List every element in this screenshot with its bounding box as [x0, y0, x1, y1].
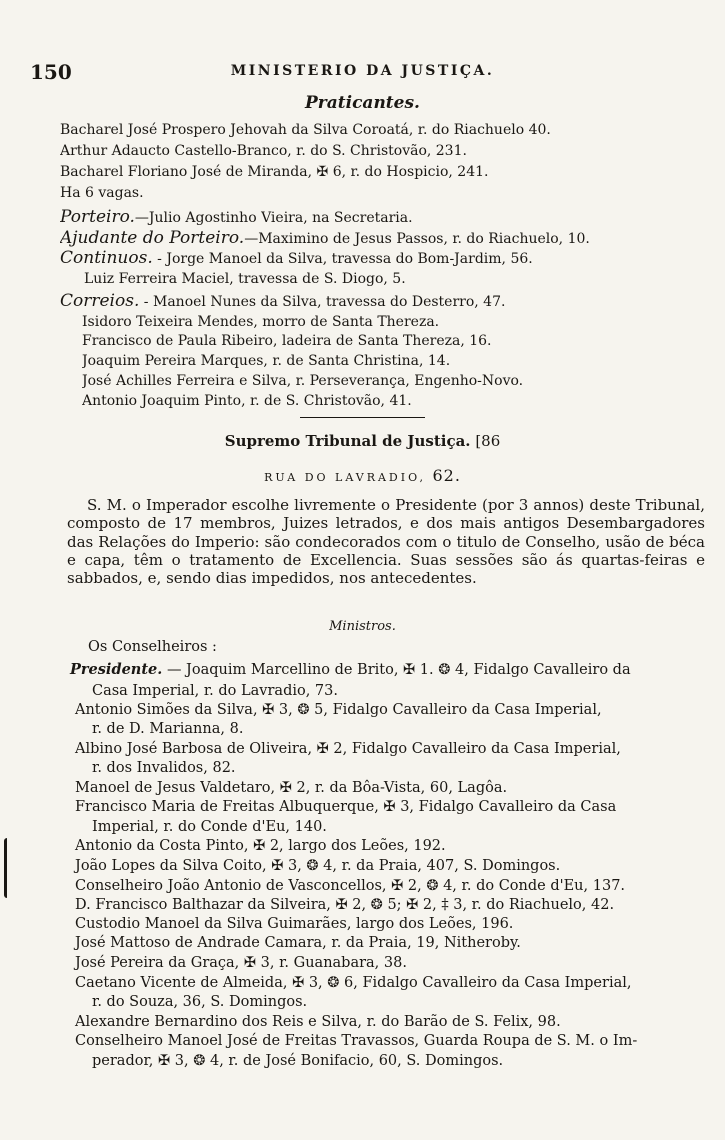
minister-line: r. do Souza, 36, S. Domingos. [92, 994, 308, 1010]
minister-line: Conselheiro Manoel José de Freitas Travassos, Guarda Roupa de S. M. o Im- [75, 1033, 638, 1049]
tribunal-title: Supremo Tribunal de Justiça. [224, 432, 471, 450]
minister-line: r. de D. Marianna, 8. [92, 721, 244, 737]
porteiro-label: Porteiro. [60, 208, 135, 227]
correio-entry: José Achilles Ferreira e Silva, r. Perseverança, Engenho-Novo. [82, 373, 524, 389]
minister-line: Francisco Maria de Freitas Albuquerque, ✠ 3, Fidalgo Cavalleiro da Casa [75, 799, 617, 815]
ministros-title: Ministros. [329, 619, 396, 634]
page-header [30, 60, 695, 82]
minister-line: r. dos Invalidos, 82. [92, 760, 236, 776]
praticante-entry: Ha 6 vagas. [60, 185, 144, 201]
correios-line [60, 292, 705, 311]
porteiro-text: —Julio Agostinho Vieira, na Secretaria. [134, 210, 413, 226]
presidente-label: Presidente. [70, 661, 163, 678]
correio-entry: Francisco de Paula Ribeiro, ladeira de Santa Thereza, 16. [82, 333, 492, 349]
ajudante-line [60, 229, 705, 248]
continuos-extra: Luiz Ferreira Maciel, travessa de S. Diogo, 5. [84, 271, 406, 287]
praticante-entry: Bacharel Floriano José de Miranda, ✠ 6, r. do Hospicio, 241. [60, 164, 489, 180]
porteiro-line [60, 208, 705, 227]
praticante-entry: Bacharel José Prospero Jehovah da Silva Coroatá, r. do Riachuelo 40. [60, 122, 551, 138]
minister-line: Custodio Manoel da Silva Guimarães, largo dos Leões, 196. [75, 916, 514, 932]
tribunal-ref: [86 [475, 432, 501, 450]
street-name: RUA DO LAVRADIO, [264, 471, 426, 484]
minister-line: Conselheiro João Antonio de Vasconcellos, ✠ 2, ❂ 4, r. do Conde d'Eu, 137. [75, 878, 626, 894]
correios-text: - Manoel Nunes da Silva, travessa do Desterro, 47. [139, 294, 506, 310]
minister-line: Antonio da Costa Pinto, ✠ 2, largo dos Leões, 192. [75, 838, 446, 854]
tribunal-description: S. M. o Imperador escolhe livremente o Presidente (por 3 annos) deste Tribunal, composto de 17 membros, Juizes letrados, e dos mais antigos Desembargadores das Relações do Imperio: são condecorados com o titulo de Conselho, usão de béca e capa, têm o tratamento de Excellencia. Suas sessões são ás quartas-feiras e sabbados, e, sendo dias impedidos, nos antecedentes. [67, 496, 705, 588]
tribunal-address [0, 466, 725, 485]
continuos-label: Continuos. [60, 249, 153, 268]
praticante-entry: Arthur Adaucto Castello-Branco, r. do S. Christovão, 231. [60, 143, 467, 159]
tribunal-heading [0, 432, 725, 450]
minister-line: José Pereira da Graça, ✠ 3, r. Guanabara, 38. [75, 955, 407, 971]
correio-entry: Joaquim Pereira Marques, r. de Santa Christina, 14. [82, 353, 451, 369]
minister-line: perador, ✠ 3, ❂ 4, r. de José Bonifacio, 60, S. Domingos. [92, 1053, 504, 1069]
presidente-line [70, 661, 631, 679]
minister-line: Albino José Barbosa de Oliveira, ✠ 2, Fidalgo Cavalleiro da Casa Imperial, [75, 741, 621, 757]
minister-line: José Mattoso de Andrade Camara, r. da Praia, 19, Nitheroby. [75, 935, 521, 951]
running-title: MINISTERIO DA JUSTIÇA. [230, 63, 495, 79]
minister-line: Imperial, r. do Conde d'Eu, 140. [92, 819, 327, 835]
conselheiros-label: Os Conselheiros : [88, 639, 217, 655]
section-divider [300, 417, 425, 418]
minister-line: Caetano Vicente de Almeida, ✠ 3, ❂ 6, Fidalgo Cavalleiro da Casa Imperial, [75, 975, 632, 991]
minister-line: Alexandre Bernardino dos Reis e Silva, r. do Barão de S. Felix, 98. [75, 1014, 561, 1030]
street-number: 62. [432, 466, 461, 485]
continuos-text: - Jorge Manoel da Silva, travessa do Bom-Jardim, 56. [152, 251, 533, 267]
margin-bracket-mark [4, 838, 11, 898]
section-title-praticantes: Praticantes. [305, 93, 420, 113]
minister-line: João Lopes da Silva Coito, ✠ 3, ❂ 4, r. da Praia, 407, S. Domingos. [75, 858, 561, 874]
correio-entry: Isidoro Teixeira Mendes, morro de Santa Thereza. [82, 314, 440, 330]
page-number: 150 [30, 60, 72, 84]
minister-line: D. Francisco Balthazar da Silveira, ✠ 2, ❂ 5; ✠ 2, ‡ 3, r. do Riachuelo, 42. [75, 897, 615, 913]
minister-line: Antonio Simões da Silva, ✠ 3, ❂ 5, Fidalgo Cavalleiro da Casa Imperial, [75, 702, 602, 718]
minister-line: — Joaquim Marcellino de Brito, ✠ 1. ❂ 4, Fidalgo Cavalleiro da [166, 662, 631, 678]
ajudante-text: —Maximino de Jesus Passos, r. do Riachuelo, 10. [244, 231, 590, 247]
minister-line: Casa Imperial, r. do Lavradio, 73. [92, 683, 338, 699]
correio-entry: Antonio Joaquim Pinto, r. de S. Christovão, 41. [82, 393, 412, 409]
minister-line: Manoel de Jesus Valdetaro, ✠ 2, r. da Bôa-Vista, 60, Lagôa. [75, 780, 508, 796]
correios-label: Correios. [60, 292, 140, 311]
ajudante-label: Ajudante do Porteiro. [60, 229, 245, 248]
continuos-line [60, 249, 705, 268]
